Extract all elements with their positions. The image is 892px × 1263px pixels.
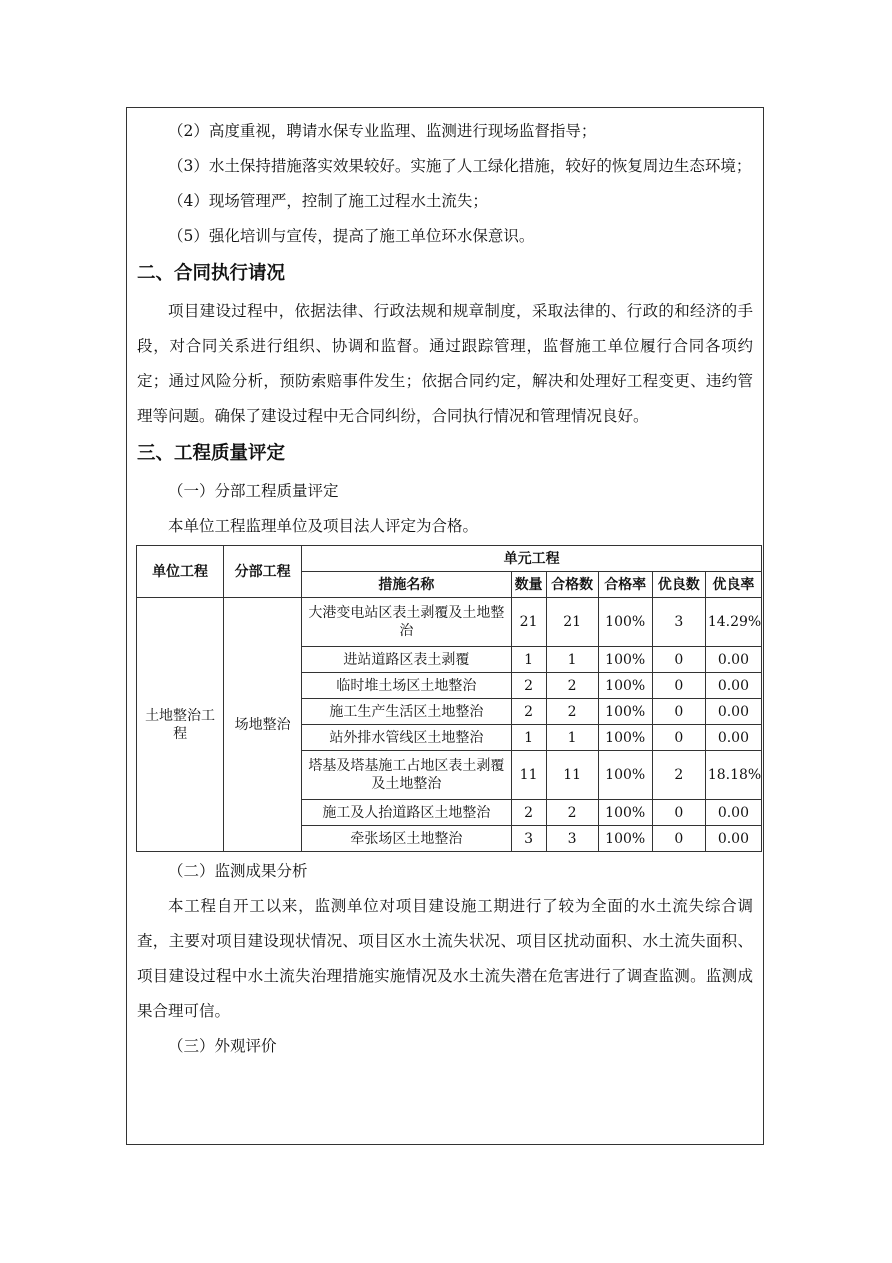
measure-cell: 牵张场区土地整治 xyxy=(302,826,511,852)
excellent-cell: 3 xyxy=(652,598,705,647)
pass-cell: 3 xyxy=(546,826,598,852)
section-heading: 三、工程质量评定 xyxy=(137,443,286,464)
excellent-cell: 0 xyxy=(652,826,705,852)
subsection-heading: （一）分部工程质量评定 xyxy=(168,482,339,500)
pass-rate-cell: 100% xyxy=(598,598,652,647)
document-frame xyxy=(126,107,764,1145)
header-pass-rate: 合格率 xyxy=(598,572,652,598)
excellent-rate-cell: 14.29% xyxy=(705,598,761,647)
excellent-rate-cell: 0.00 xyxy=(705,699,761,725)
header-excellent: 优良数 xyxy=(652,572,705,598)
table-row xyxy=(137,598,762,647)
header-measure: 措施名称 xyxy=(302,572,511,598)
excellent-cell: 0 xyxy=(652,800,705,826)
header-count: 数量 xyxy=(511,572,546,598)
division-name-cell: 场地整治 xyxy=(224,598,302,852)
pass-rate-cell: 100% xyxy=(598,751,652,800)
subsection-heading: （三）外观评价 xyxy=(168,1037,277,1055)
pass-rate-cell: 100% xyxy=(598,725,652,751)
quality-table xyxy=(136,545,762,852)
list-item: （3）水土保持措施落实效果较好。实施了人工绿化措施，较好的恢复周边生态环境； xyxy=(168,157,752,175)
measure-cell: 大港变电站区表土剥覆及土地整治 xyxy=(302,598,511,647)
measure-cell: 塔基及塔基施工占地区表土剥覆及土地整治 xyxy=(302,751,511,800)
excellent-cell: 0 xyxy=(652,725,705,751)
excellent-cell: 0 xyxy=(652,699,705,725)
pass-cell: 1 xyxy=(546,725,598,751)
measure-cell: 临时堆土场区土地整治 xyxy=(302,673,511,699)
list-item: （2）高度重视，聘请水保专业监理、监测进行现场监督指导； xyxy=(168,122,597,140)
pass-cell: 11 xyxy=(546,751,598,800)
count-cell: 2 xyxy=(511,800,546,826)
header-unit: 单位工程 xyxy=(137,546,224,598)
excellent-cell: 0 xyxy=(652,673,705,699)
subsection-text: 本单位工程监理单位及项目法人评定为合格。 xyxy=(168,517,479,535)
pass-cell: 2 xyxy=(546,699,598,725)
excellent-rate-cell: 18.18% xyxy=(705,751,761,800)
header-pass: 合格数 xyxy=(546,572,598,598)
header-element: 单元工程 xyxy=(302,546,762,572)
excellent-rate-cell: 0.00 xyxy=(705,800,761,826)
pass-cell: 2 xyxy=(546,673,598,699)
pass-rate-cell: 100% xyxy=(598,699,652,725)
pass-rate-cell: 100% xyxy=(598,800,652,826)
list-item: （5）强化培训与宣传，提高了施工单位环水保意识。 xyxy=(168,227,535,245)
count-cell: 1 xyxy=(511,725,546,751)
measure-cell: 进站道路区表土剥覆 xyxy=(302,647,511,673)
excellent-rate-cell: 0.00 xyxy=(705,725,761,751)
measure-cell: 站外排水管线区土地整治 xyxy=(302,725,511,751)
section-body: 项目建设过程中，依据法律、行政法规和规章制度，采取法律的、行政的和经济的手段，对合同关系进行组织、协调和监督。通过跟踪管理，监督施工单位履行合同各项约定；通过风险分析，预防索赔事件发生；依据合同约定，解决和处理好工程变更、违约管理等问题。确保了建设过程中无合同纠纷，合同执行情况和管理情况良好。 xyxy=(137,302,753,425)
count-cell: 21 xyxy=(511,598,546,647)
section-heading: 二、合同执行请况 xyxy=(137,263,286,284)
pass-cell: 2 xyxy=(546,800,598,826)
excellent-rate-cell: 0.00 xyxy=(705,673,761,699)
excellent-rate-cell: 0.00 xyxy=(705,647,761,673)
excellent-rate-cell: 0.00 xyxy=(705,826,761,852)
document-content xyxy=(137,114,762,1064)
pass-rate-cell: 100% xyxy=(598,647,652,673)
excellent-cell: 2 xyxy=(652,751,705,800)
count-cell: 3 xyxy=(511,826,546,852)
header-division: 分部工程 xyxy=(224,546,302,598)
unit-name-cell: 土地整治工程 xyxy=(137,598,224,852)
count-cell: 2 xyxy=(511,673,546,699)
pass-cell: 21 xyxy=(546,598,598,647)
list-item: （4）现场管理严，控制了施工过程水土流失； xyxy=(168,192,488,210)
subsection-text: 本工程自开工以来，监测单位对项目建设施工期进行了较为全面的水土流失综合调查，主要对项目建设现状情况、项目区水土流失状况、项目区扰动面积、水土流失面积、项目建设过程中水土流失治理措施实施情况及水土流失潜在危害进行了调查监测。监测成果合理可信。 xyxy=(137,897,753,1020)
count-cell: 11 xyxy=(511,751,546,800)
measure-cell: 施工生产生活区土地整治 xyxy=(302,699,511,725)
header-excellent-rate: 优良率 xyxy=(705,572,761,598)
subsection-heading: （二）监测成果分析 xyxy=(168,862,308,880)
pass-rate-cell: 100% xyxy=(598,826,652,852)
count-cell: 2 xyxy=(511,699,546,725)
pass-rate-cell: 100% xyxy=(598,673,652,699)
excellent-cell: 0 xyxy=(652,647,705,673)
measure-cell: 施工及人抬道路区土地整治 xyxy=(302,800,511,826)
pass-cell: 1 xyxy=(546,647,598,673)
count-cell: 1 xyxy=(511,647,546,673)
